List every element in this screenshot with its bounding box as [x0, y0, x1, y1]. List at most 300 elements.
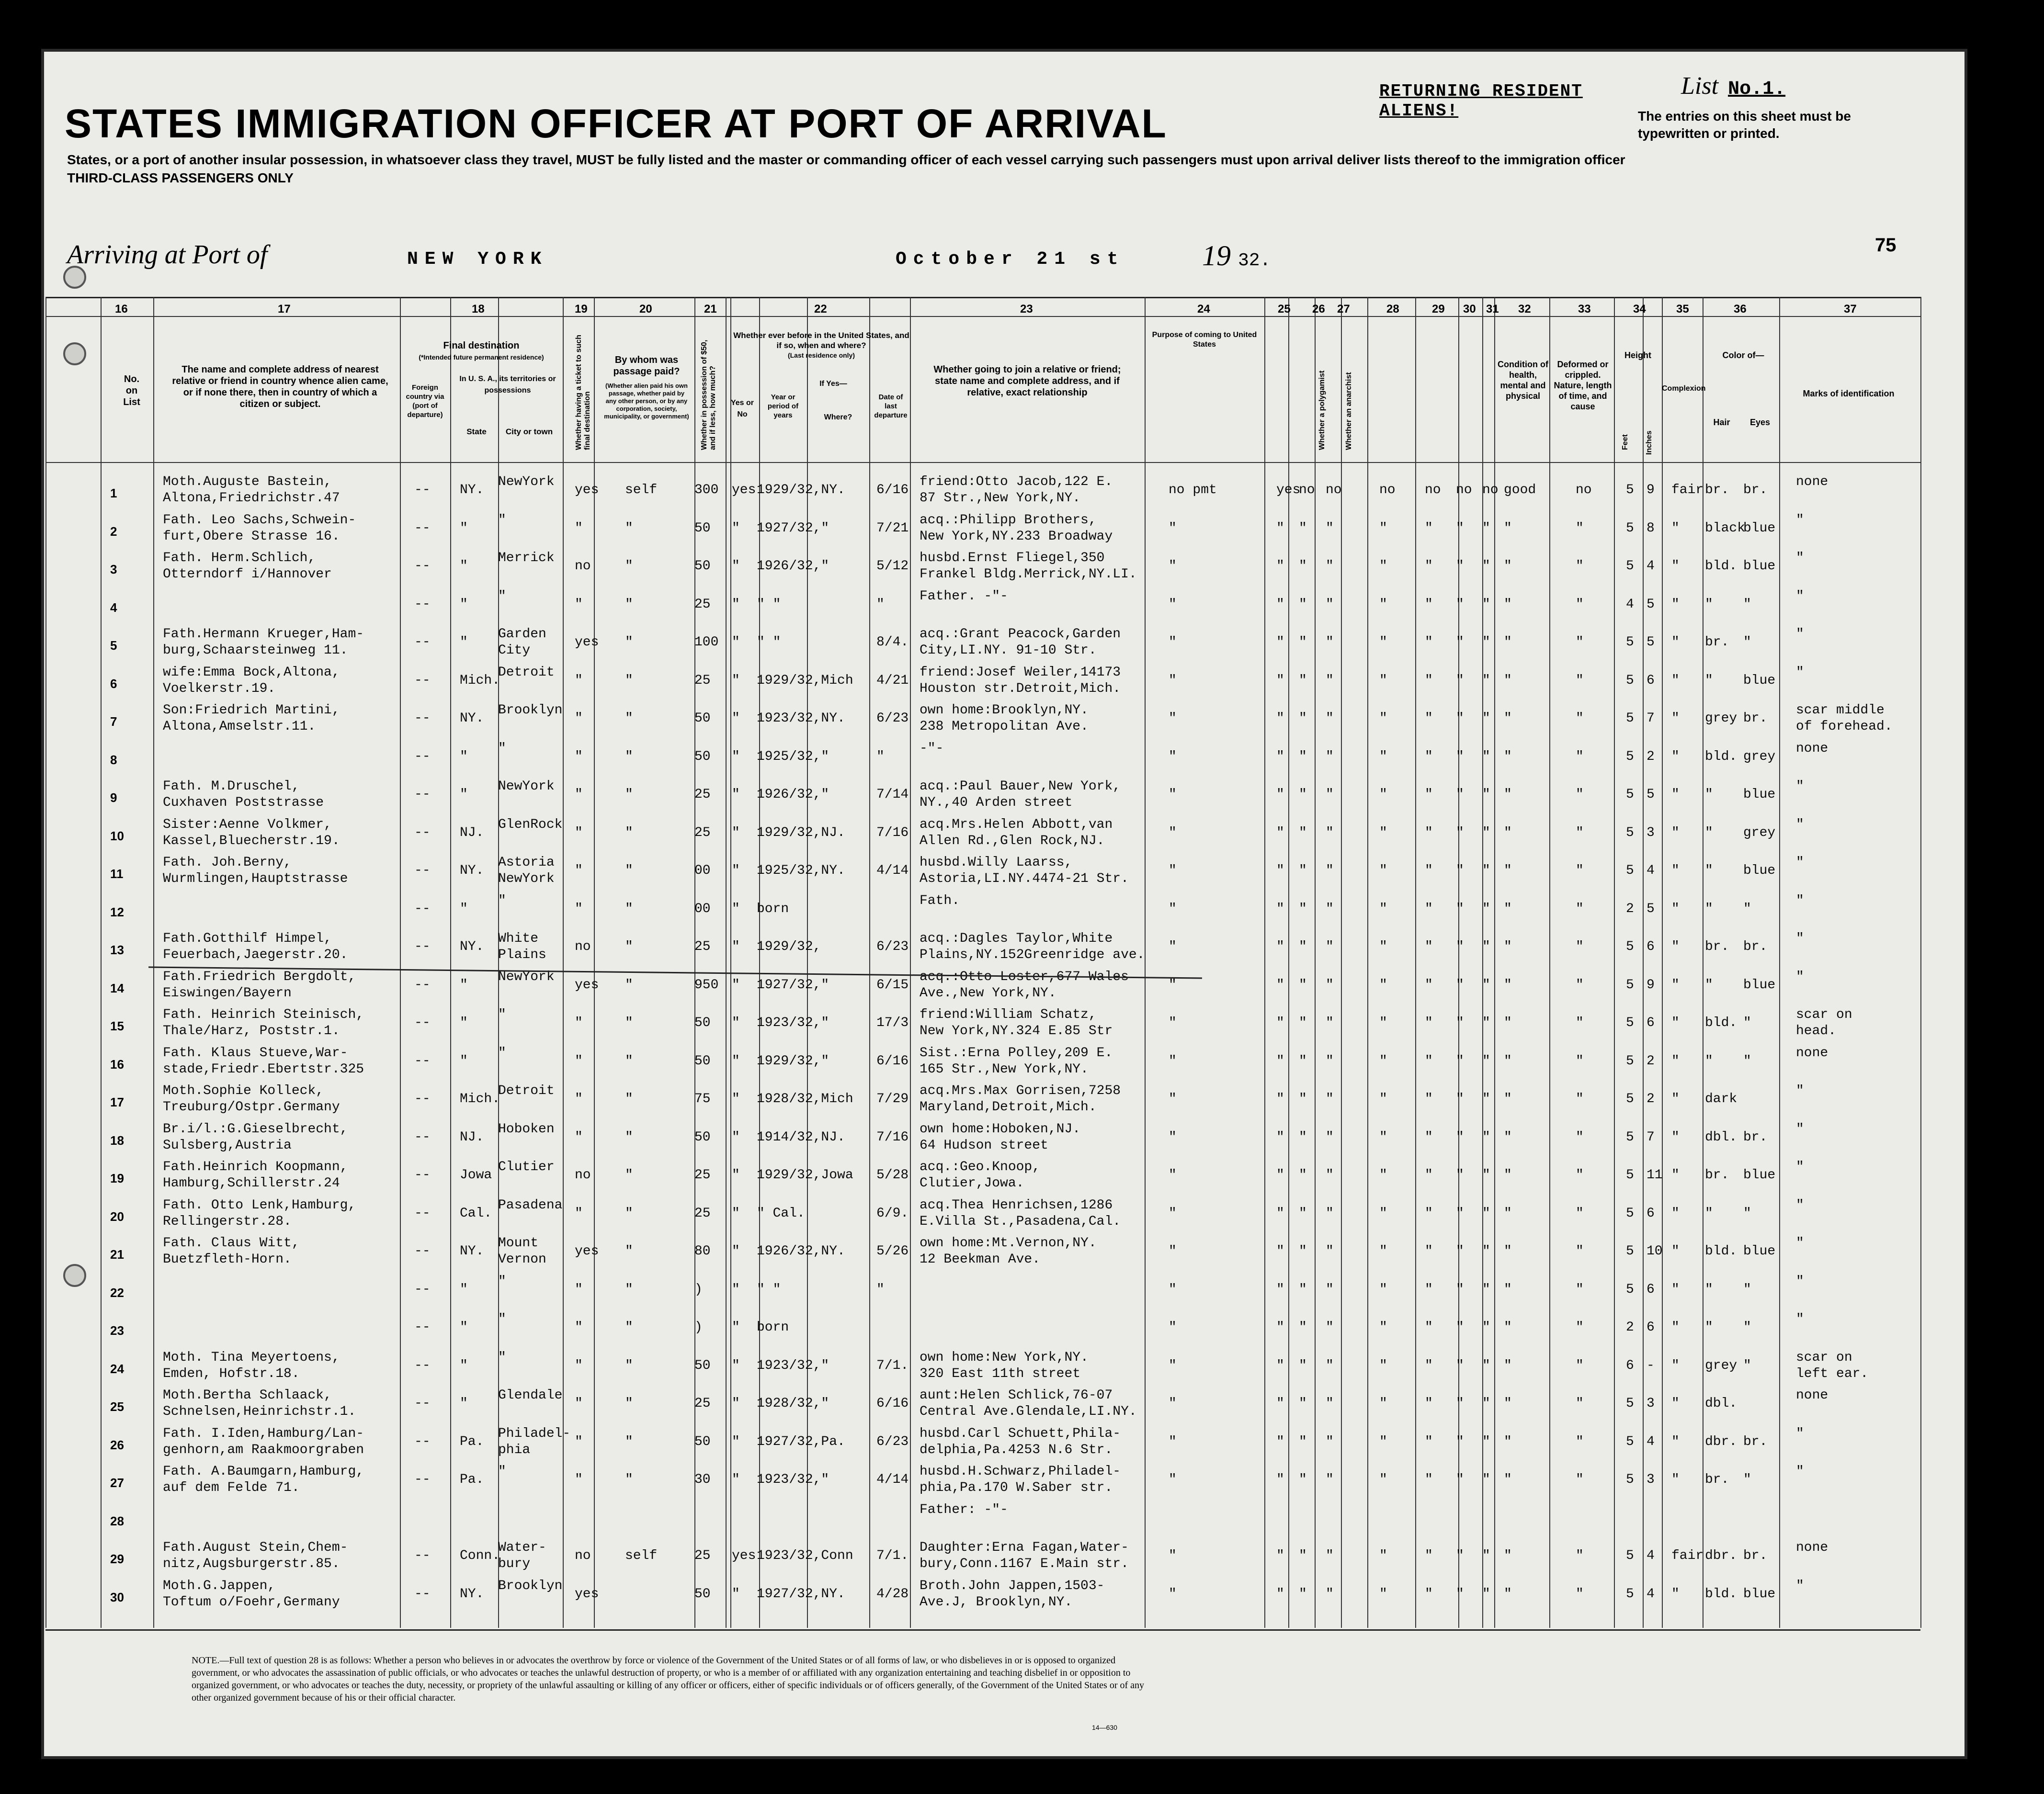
cell-date: 4/14 [876, 863, 909, 878]
cell-eyes: br. [1743, 1129, 1768, 1145]
cell-c25: " [1276, 1282, 1284, 1297]
cell-c28: " [1379, 1282, 1387, 1297]
cell-c24: " [1169, 635, 1177, 650]
cell-ft: 5 [1626, 1168, 1634, 1183]
column-number: 18 [472, 303, 485, 316]
cell-money: 50 [694, 520, 711, 536]
cell-c33: " [1576, 977, 1584, 993]
cell-c30: " [1456, 749, 1464, 764]
cell-ft: 5 [1626, 977, 1634, 993]
cell-c31: no [1482, 483, 1499, 497]
header-passage-paid [603, 354, 690, 420]
cell-join1: friend:William Schatz, [920, 1007, 1097, 1022]
cell-rel1: Fath. M.Druschel, [163, 779, 300, 794]
cell-c29: " [1425, 559, 1433, 574]
cell-c25: " [1276, 673, 1284, 688]
cell-c24: " [1169, 1320, 1177, 1335]
cell-c25: " [1276, 1053, 1284, 1069]
cell-c32: " [1504, 520, 1512, 536]
cell-yn: " [732, 1168, 740, 1183]
cell-paid: " [625, 1320, 633, 1335]
cell-join1: husbd.Ernst Fliegel,350 [920, 551, 1105, 565]
column-number: 34 [1633, 303, 1646, 316]
cell-ticket: " [575, 1396, 583, 1411]
cell-in: 2 [1647, 1053, 1655, 1069]
cell-ticket: no [575, 559, 591, 574]
arriving-label: Arriving at Port of [67, 240, 268, 270]
row-number: 29 [110, 1552, 124, 1566]
cell-c29: " [1425, 1358, 1433, 1373]
cell-comp: " [1671, 1586, 1680, 1602]
cell-eyes: br. [1743, 483, 1768, 497]
cell-money: 30 [694, 1472, 711, 1487]
cell-join1: own home:Mt.Vernon,NY. [920, 1236, 1097, 1251]
cell-c25: " [1276, 1396, 1284, 1411]
cell-c28: " [1379, 1396, 1387, 1411]
cell-marks1: " [1796, 1312, 1804, 1327]
cell-comp: fair [1671, 1548, 1704, 1563]
column-number: 27 [1337, 303, 1350, 316]
cell-paid: " [625, 635, 633, 650]
cell-ticket: yes [575, 1244, 599, 1259]
cell-date: 4/14 [876, 1472, 909, 1487]
cell-c32: " [1504, 939, 1512, 954]
cell-marks1: " [1796, 1274, 1804, 1289]
cell-rel1: Son:Friedrich Martini, [163, 703, 340, 718]
cell-c27: " [1326, 1396, 1334, 1411]
cell-c31: " [1482, 1129, 1490, 1145]
cell-city1: White [498, 931, 539, 946]
cell-hair: br. [1705, 635, 1729, 650]
cell-rel1: Moth.Bertha Schlaack, [163, 1388, 332, 1403]
column-number: 32 [1518, 303, 1531, 316]
cell-c29: " [1425, 825, 1433, 840]
cell-comp: " [1671, 1015, 1680, 1030]
cell-c24: " [1169, 673, 1177, 688]
cell-c31: " [1482, 1092, 1490, 1106]
cell-eyes: br. [1743, 1434, 1768, 1449]
cell-c27: " [1326, 1053, 1334, 1069]
cell-c30: " [1456, 939, 1464, 954]
cell-rel2: burg,Schaarsteinweg 11. [163, 643, 348, 658]
column-rule [1264, 297, 1265, 1628]
cell-rel2: Schnelsen,Heinrichstr.1. [163, 1404, 356, 1419]
cell-c32: " [1504, 711, 1512, 726]
cell-period: 1927/32," [757, 520, 829, 536]
cell-c25: " [1276, 1168, 1284, 1183]
cell-money: 25 [694, 1396, 711, 1411]
cell-rel1: Moth. Tina Meyertoens, [163, 1350, 340, 1365]
header-passage-paid-title: By whom was passage paid? [613, 355, 680, 377]
header-inches: Inches [1645, 430, 1653, 455]
header-relative: The name and complete address of nearest relative or friend in country whence alien came, or if none there, then in country of which a citizen or subject. [172, 364, 388, 409]
cell-for: -- [414, 559, 431, 574]
cell-c24: " [1169, 787, 1177, 802]
cell-paid: " [625, 559, 633, 574]
cell-money: 300 [694, 483, 719, 497]
cell-paid: " [625, 1092, 633, 1106]
cell-paid: " [625, 520, 633, 536]
date-value: October 21 st [896, 249, 1125, 270]
column-number: 30 [1463, 303, 1476, 316]
cell-state: Jowa [460, 1168, 492, 1183]
cell-marks1: scar on [1796, 1350, 1852, 1365]
cell-eyes: " [1743, 1206, 1751, 1221]
cell-c25: " [1276, 1015, 1284, 1030]
cell-c29: " [1425, 673, 1433, 688]
cell-c25: " [1276, 787, 1284, 802]
header-final-destination [402, 340, 560, 363]
cell-marks1: " [1796, 855, 1804, 870]
cell-rel1: Fath.Friedrich Bergdolt, [163, 969, 356, 984]
year-suffix: 32. [1238, 250, 1271, 271]
cell-period: 1928/32,Mich [757, 1092, 853, 1106]
cell-join2: 64 Hudson street [920, 1138, 1048, 1153]
cell-eyes: blue [1743, 977, 1776, 993]
cell-state: " [460, 597, 468, 612]
cell-rel1: Fath. Otto Lenk,Hamburg, [163, 1197, 356, 1213]
cell-c26: " [1299, 1586, 1307, 1602]
cell-c27: " [1326, 1015, 1334, 1030]
cell-c32: good [1504, 483, 1536, 497]
cell-comp: " [1671, 1358, 1680, 1373]
cell-c28: " [1379, 1053, 1387, 1069]
cell-eyes: " [1743, 1472, 1751, 1487]
cell-eyes: " [1743, 635, 1751, 650]
cell-hair: black [1705, 520, 1746, 536]
cell-ft: 5 [1626, 711, 1634, 726]
column-rule [101, 297, 102, 1628]
cell-rel1: Moth.Auguste Bastein, [163, 474, 332, 489]
column-rule [450, 297, 451, 1628]
cell-date: 6/23 [876, 711, 909, 726]
cell-c27: " [1326, 1168, 1334, 1183]
cell-c26: " [1299, 597, 1307, 612]
cell-join1: -"- [920, 741, 944, 756]
row-number: 20 [110, 1209, 124, 1224]
cell-c24: " [1169, 1092, 1177, 1106]
cell-money: 100 [694, 635, 719, 650]
cell-join2: phia,Pa.170 W.Saber str. [920, 1480, 1113, 1495]
cell-for: -- [414, 1548, 431, 1563]
cell-rel2: nitz,Augsburgerstr.85. [163, 1557, 340, 1571]
cell-join2: Frankel Bldg.Merrick,NY.LI. [920, 567, 1137, 582]
cell-comp: " [1671, 939, 1680, 954]
cell-ft: 5 [1626, 1206, 1634, 1221]
cell-join1: own home:Brooklyn,NY. [920, 703, 1089, 718]
cell-join2: 12 Beekman Ave. [920, 1252, 1041, 1267]
cell-c27: " [1326, 1472, 1334, 1487]
cell-date: 6/15 [876, 977, 909, 993]
cell-yn: " [732, 1358, 740, 1373]
cell-ticket: " [575, 1129, 583, 1145]
cell-in: 2 [1647, 1092, 1655, 1106]
cell-paid: " [625, 749, 633, 764]
cell-ft: 5 [1626, 1434, 1634, 1449]
cell-eyes: blue [1743, 1168, 1776, 1183]
cell-c30: " [1456, 1282, 1464, 1297]
cell-hair: br. [1705, 483, 1729, 497]
row-number: 10 [110, 828, 124, 843]
cell-c30: " [1456, 1129, 1464, 1145]
cell-comp: " [1671, 825, 1680, 840]
cell-c26: " [1299, 1472, 1307, 1487]
cell-c26: " [1299, 1358, 1307, 1373]
cell-c33: " [1576, 635, 1584, 650]
cell-rel1: Fath. Herm.Schlich, [163, 551, 316, 565]
cell-in: 8 [1647, 520, 1655, 536]
column-rule [1643, 297, 1644, 1628]
cell-c33: " [1576, 1129, 1584, 1145]
cell-c28: " [1379, 1548, 1387, 1563]
cell-c31: " [1482, 1320, 1490, 1335]
cell-c24: " [1169, 1129, 1177, 1145]
cell-c25: " [1276, 1129, 1284, 1145]
cell-marks1: " [1796, 1121, 1804, 1137]
cell-c25: " [1276, 1358, 1284, 1373]
column-number: 29 [1432, 303, 1445, 316]
cell-hair: br. [1705, 1168, 1729, 1183]
cell-c24: " [1169, 1282, 1177, 1297]
cell-period: 1929/32,NY. [757, 483, 845, 497]
cell-join1: Sist.:Erna Polley,209 E. [920, 1045, 1113, 1061]
cell-c27: " [1326, 1092, 1334, 1106]
cell-in: 5 [1647, 597, 1655, 612]
cell-hair: dbl. [1705, 1129, 1737, 1145]
cell-c32: " [1504, 1358, 1512, 1373]
cell-paid: " [625, 863, 633, 878]
cell-c26: " [1299, 1206, 1307, 1221]
cell-join1: husbd.H.Schwarz,Philadel- [920, 1464, 1121, 1479]
cell-c33: " [1576, 901, 1584, 916]
cell-eyes: blue [1743, 1586, 1776, 1602]
cell-c28: " [1379, 1472, 1387, 1487]
cell-c29: " [1425, 863, 1433, 878]
cell-eyes: grey [1743, 749, 1776, 764]
cell-c31: " [1482, 825, 1490, 840]
cell-c33: " [1576, 787, 1584, 802]
cell-yn: " [732, 977, 740, 993]
cell-money: 950 [694, 977, 719, 993]
cell-ticket: yes [575, 1586, 599, 1602]
cell-c31: " [1482, 1396, 1490, 1411]
cell-join1: own home:Hoboken,NJ. [920, 1121, 1081, 1137]
cell-ft: 5 [1626, 1586, 1634, 1602]
column-rule [1662, 297, 1663, 1628]
cell-comp: " [1671, 1396, 1680, 1411]
cell-marks1: " [1796, 1236, 1804, 1251]
cell-yn: " [732, 1472, 740, 1487]
cell-c31: " [1482, 1206, 1490, 1221]
cell-c29: " [1425, 1129, 1433, 1145]
cell-hair: bld. [1705, 749, 1737, 764]
cell-join2: 165 Str.,New York,NY. [920, 1061, 1089, 1077]
cell-state: NY. [460, 483, 484, 497]
cell-state: " [460, 1282, 468, 1297]
cell-join2: 238 Metropolitan Ave. [920, 719, 1089, 734]
cell-yn: " [732, 1586, 740, 1602]
cell-c27: " [1326, 1282, 1334, 1297]
header-period: Year or period of years [767, 393, 799, 419]
cell-ticket: no [575, 1548, 591, 1563]
cell-hair: " [1705, 1206, 1713, 1221]
cell-rel1: Fath. Heinrich Steinisch, [163, 1007, 364, 1022]
cell-city1: NewYork [498, 474, 555, 489]
cell-join2: E.Villa St.,Pasadena,Cal. [920, 1214, 1121, 1229]
cell-c25: " [1276, 1472, 1284, 1487]
cell-marks2: head. [1796, 1024, 1837, 1038]
cell-ticket: no [575, 1168, 591, 1183]
cell-rel1: Fath. Klaus Stueve,War- [163, 1045, 348, 1061]
cell-join1: acq.:Paul Bauer,New York, [920, 779, 1121, 794]
cell-for: -- [414, 1168, 431, 1183]
cell-c32: " [1504, 635, 1512, 650]
cell-state: " [460, 1358, 468, 1373]
cell-c32: " [1504, 1092, 1512, 1106]
cell-city1: NewYork [498, 779, 555, 794]
cell-c25: " [1276, 901, 1284, 916]
cell-join2: 87 Str.,New York,NY. [920, 491, 1081, 506]
cell-in: 6 [1647, 939, 1655, 954]
cell-paid: " [625, 673, 633, 688]
cell-c31: " [1482, 787, 1490, 802]
cell-c26: " [1299, 749, 1307, 764]
cell-join2: Allen Rd.,Glen Rock,NJ. [920, 833, 1105, 848]
cell-city1: NewYork [498, 969, 555, 984]
cell-c26: " [1299, 901, 1307, 916]
cell-yn: yes [732, 1548, 756, 1563]
cell-c24: " [1169, 1244, 1177, 1259]
cell-city2: bury [498, 1557, 531, 1571]
cell-c33: " [1576, 1053, 1584, 1069]
cell-city2: Vernon [498, 1252, 546, 1267]
cell-c24: " [1169, 1586, 1177, 1602]
header-state: State [466, 427, 487, 436]
cell-money: 50 [694, 1129, 711, 1145]
header-rule [45, 316, 1920, 317]
cell-c26: " [1299, 559, 1307, 574]
cell-eyes: " [1743, 1320, 1751, 1335]
cell-date: 6/16 [876, 1396, 909, 1411]
cell-ticket: " [575, 1282, 583, 1297]
cell-c29: " [1425, 1396, 1433, 1411]
cell-c26: " [1299, 1168, 1307, 1183]
cell-state: " [460, 1320, 468, 1335]
cell-c31: " [1482, 1548, 1490, 1563]
cell-c24: " [1169, 939, 1177, 954]
cell-for: -- [414, 1244, 431, 1259]
cell-c24: " [1169, 711, 1177, 726]
cell-yn: " [732, 673, 740, 688]
cell-c28: " [1379, 673, 1387, 688]
cell-money: ) [694, 1320, 703, 1335]
cell-city1: " [498, 512, 506, 528]
cell-marks1: scar middle [1796, 703, 1885, 718]
column-rule [1614, 297, 1615, 1628]
cell-c28: " [1379, 559, 1387, 574]
header-final-destination-sub: (*Intended future permanent residence) [419, 353, 544, 361]
cell-c32: " [1504, 1015, 1512, 1030]
cell-c28: " [1379, 1129, 1387, 1145]
page-title: STATES IMMIGRATION OFFICER AT PORT OF ARRIVAL [65, 101, 1167, 146]
row-number: 28 [110, 1513, 124, 1528]
cell-c32: " [1504, 1206, 1512, 1221]
cell-for: -- [414, 635, 431, 650]
cell-ticket: yes [575, 977, 599, 993]
cell-ticket: " [575, 1320, 583, 1335]
cell-for: -- [414, 1472, 431, 1487]
cell-marks1: " [1796, 969, 1804, 984]
cell-c28: " [1379, 1015, 1387, 1030]
cell-marks1: " [1796, 665, 1804, 680]
cell-c30: " [1456, 711, 1464, 726]
cell-c33: " [1576, 711, 1584, 726]
cell-period: 1927/32,Pa. [757, 1434, 845, 1449]
cell-date: " [876, 749, 885, 764]
cell-eyes: " [1743, 1282, 1751, 1297]
cell-c29: " [1425, 1434, 1433, 1449]
cell-in: 4 [1647, 1586, 1655, 1602]
cell-comp: " [1671, 1206, 1680, 1221]
cell-c26: " [1299, 1548, 1307, 1563]
cell-date: 6/23 [876, 1434, 909, 1449]
row-number: 3 [110, 562, 117, 576]
cell-period: 1928/32," [757, 1396, 829, 1411]
cell-city1: Clutier [498, 1160, 555, 1174]
cell-join2: Maryland,Detroit,Mich. [920, 1100, 1097, 1115]
header-foreign-country: Foreign country via (port of departure) [406, 384, 444, 419]
cell-yn: " [732, 559, 740, 574]
cell-c33: " [1576, 559, 1584, 574]
header-before-us-sub: (Last residence only) [787, 351, 855, 359]
cell-join1: Father: -"- [920, 1502, 1008, 1517]
cell-c25: " [1276, 1244, 1284, 1259]
cell-c28: " [1379, 901, 1387, 916]
cell-c31: " [1482, 1586, 1490, 1602]
cell-c29: " [1425, 1320, 1433, 1335]
cell-hair: " [1705, 901, 1713, 916]
intro-text [67, 151, 1647, 187]
column-number: 26 [1312, 303, 1325, 316]
cell-in: 3 [1647, 1472, 1655, 1487]
cell-c24: " [1169, 977, 1177, 993]
cell-c33: " [1576, 1396, 1584, 1411]
cell-ft: 5 [1626, 749, 1634, 764]
cell-state: " [460, 559, 468, 574]
cell-marks1: none [1796, 474, 1828, 489]
cell-c32: " [1504, 1168, 1512, 1183]
row-number: 19 [110, 1171, 124, 1185]
cell-c24: " [1169, 1548, 1177, 1563]
cell-ticket: " [575, 901, 583, 916]
cell-yn: " [732, 901, 740, 916]
cell-comp: " [1671, 901, 1680, 916]
cell-c24: " [1169, 1472, 1177, 1487]
cell-paid: " [625, 711, 633, 726]
cell-in: 11 [1647, 1168, 1663, 1183]
cell-c28: " [1379, 520, 1387, 536]
header-ticket: Whether having a ticket to such final destination [575, 335, 591, 450]
cell-comp: " [1671, 787, 1680, 802]
cell-marks1: none [1796, 1045, 1828, 1061]
cell-marks1: " [1796, 1197, 1804, 1213]
cell-hair: " [1705, 673, 1713, 688]
cell-for: -- [414, 1320, 431, 1335]
cell-money: 50 [694, 1358, 711, 1373]
cell-period: " Cal. [757, 1206, 805, 1221]
header-height: Height [1624, 350, 1651, 360]
cell-city1: " [498, 1007, 506, 1022]
